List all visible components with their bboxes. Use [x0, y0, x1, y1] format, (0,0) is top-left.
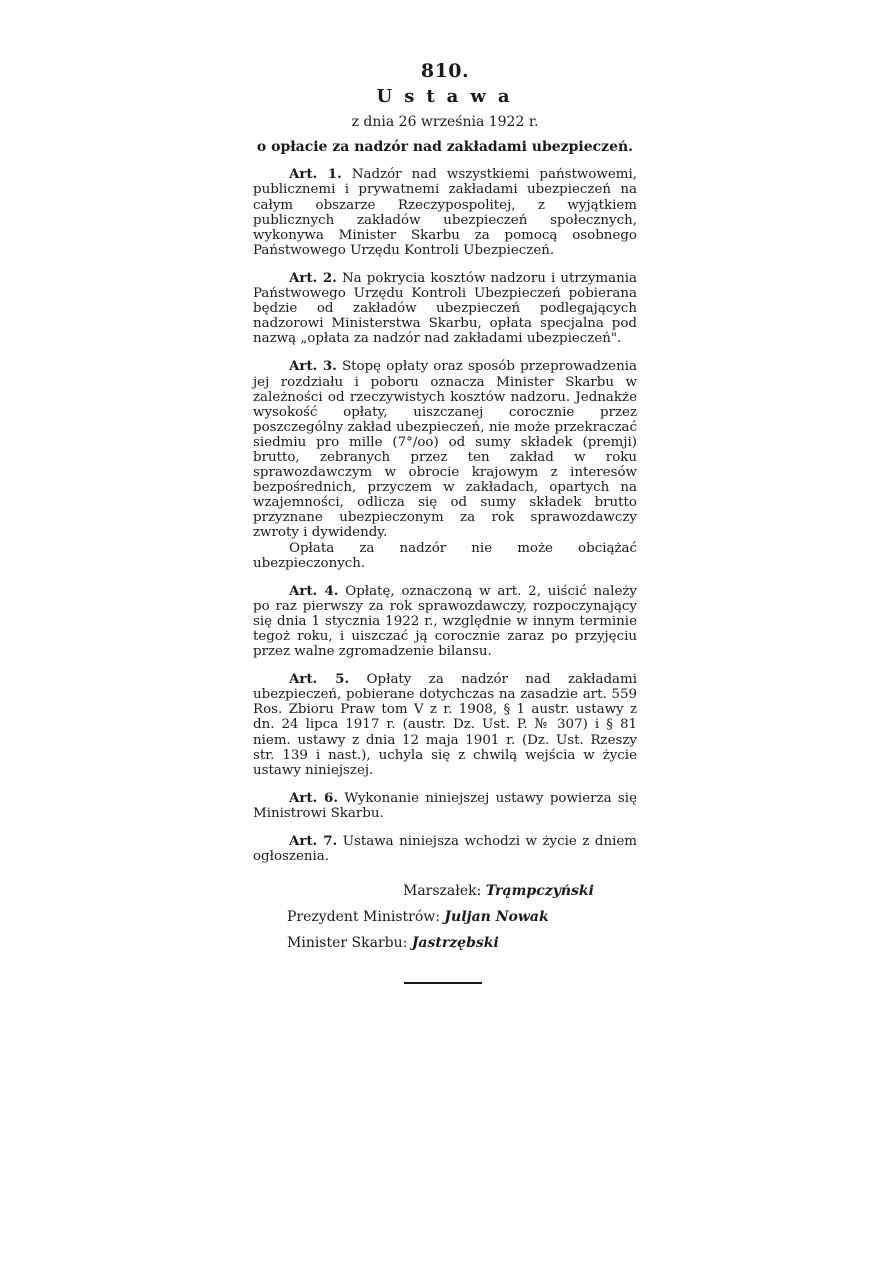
signatures-block — [253, 878, 637, 956]
article-paragraph — [253, 834, 637, 864]
signature-name: Juljan Nowak — [444, 909, 549, 926]
article-text: Stopę opłaty oraz sposób przeprowadzenia jej rozdziału i poboru oznacza Minister Skarbu w zależności od rzeczywistych kosztów nadzoru. Jednakże wysokość opłaty, uiszczanej corocznie przez poszczególny zakład ubezpieczeń, nie może przekraczać siedmiu pro mille (7°/oo) od sumy składek (premji) brutto, zebranych przez ten zakład w roku sprawozdawczym w obrocie krajowym z interesów bezpośrednich, przyczem w zakładach, opartych na wzajemności, odlicza się od sumy składek brutto przyznane ubezpieczonym za rok sprawozdawczy zwroty i dywidendy. — [253, 359, 637, 541]
article-text: Nadzór nad wszystkiemi państwowemi, publicznemi i prywatnemi zakładami ubezpieczeń na całym obszarze Rzeczypospolitej, z wyjątkiem publicznych zakładów ubezpieczeń społecznych, wykonywa Minister Skarbu za pomocą osobnego Państwowego Urzędu Kontroli Ubezpieczeń. — [253, 167, 638, 258]
act-subject: o opłacie za nadzór nad zakładami ubezpieczeń. — [256, 139, 634, 156]
signature-treasury-minister — [253, 930, 637, 956]
article-paragraph — [253, 791, 637, 821]
article-paragraph — [253, 271, 637, 346]
article-3 — [253, 359, 637, 570]
article-4 — [253, 584, 637, 659]
end-rule-divider — [404, 982, 482, 984]
article-text: Opłatę, oznaczoną w art. 2, uiścić należy po raz pierwszy za rok sprawozdawczy, rozpoczynający się dnia 1 stycznia 1922 r., względnie w innym terminie tegoż roku, i uiszczać ją corocznie zaraz po przyjęciu przez walne zgromadzenie bilansu. — [253, 583, 637, 660]
signature-name: Trąmpczyński — [485, 883, 594, 900]
act-date: z dnia 26 września 1922 r. — [351, 114, 539, 131]
article-5 — [253, 672, 637, 778]
text-column — [253, 60, 638, 984]
article-1 — [253, 167, 637, 258]
article-text: Ustawa niniejsza wchodzi w życie z dniem ogłoszenia. — [253, 834, 637, 865]
article-paragraph — [253, 167, 637, 258]
article-text: Wykonanie niniejszej ustawy powierza się Ministrowi Skarbu. — [253, 790, 637, 821]
article-label: Art. 6. — [289, 789, 339, 806]
signature-name: Jastrzębski — [411, 935, 499, 952]
article-label: Art. 4. — [289, 582, 339, 599]
article-text: Opłaty za nadzór nad zakładami ubezpieczeń, pobierane dotychczas na zasadzie art. 559 Ros. Zbioru Praw tom V z r. 1908, § 1 austr. ustawy z dn. 24 lipca 1917 r. (austr. Dz. Ust. P. № 307) i § 81 niem. ustawy z dnia 12 maja 1901 r. (Dz. Ust. Rzeszy str. 139 i nast.), uchyla się z chwilą wejścia w życie ustawy niniejszej. — [253, 672, 637, 778]
articles-list — [253, 167, 637, 864]
article-label: Art. 5. — [289, 671, 350, 688]
signature-prime-minister — [253, 904, 637, 930]
article-label: Art. 2. — [289, 269, 337, 286]
signature-role: Marszałek: — [403, 883, 482, 900]
signature-role: Minister Skarbu: — [287, 935, 408, 952]
article-label: Art. 1. — [289, 166, 342, 183]
article-text: Na pokrycia kosztów nadzoru i utrzymania Państwowego Urzędu Kontroli Ubezpieczeń pobierana będzie od zakładów ubezpieczeń podlegających nadzorowi Ministerstwa Skarbu, opłata specjalna pod nazwą „opłata za nadzór nad zakładami ubezpieczeń". — [253, 270, 637, 347]
act-title: Ustawa — [376, 86, 522, 108]
page-number: 810. — [420, 60, 470, 82]
article-paragraph — [253, 541, 637, 571]
article-paragraph — [253, 359, 637, 540]
article-paragraph — [253, 672, 637, 778]
article-7 — [253, 834, 637, 864]
article-text: Opłata za nadzór nie może obciążać ubezpieczonych. — [253, 540, 637, 571]
article-6 — [253, 791, 637, 821]
article-2 — [253, 271, 637, 346]
article-paragraph — [253, 584, 637, 659]
article-label: Art. 7. — [289, 833, 338, 850]
signature-role: Prezydent Ministrów: — [287, 909, 440, 926]
signature-marshal — [253, 878, 637, 904]
article-label: Art. 3. — [289, 358, 337, 375]
